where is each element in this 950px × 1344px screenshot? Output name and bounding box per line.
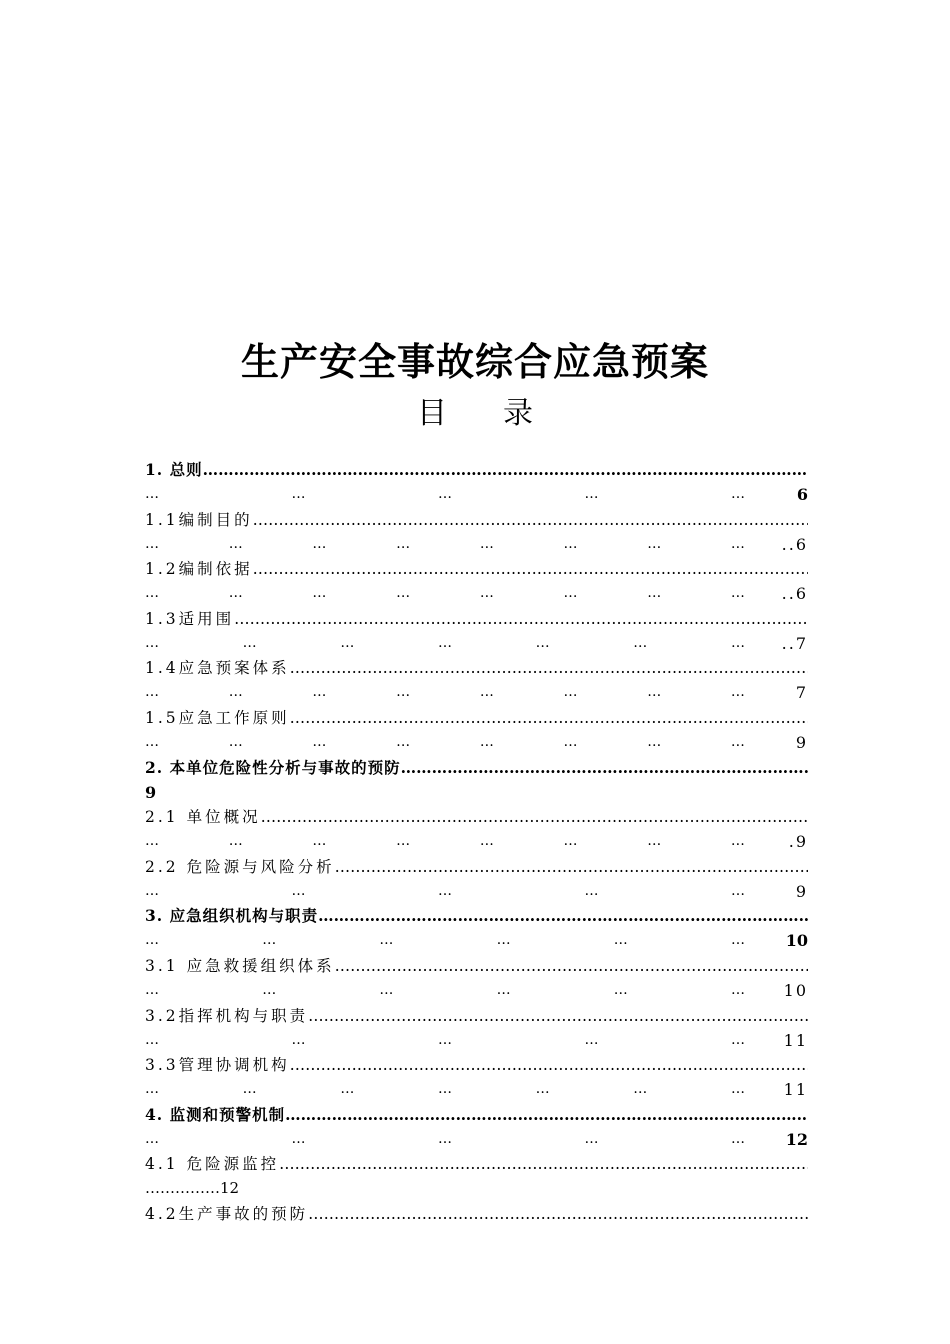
dot-leader-segment: …: [145, 882, 159, 899]
toc-entry-page-line: [145, 1176, 808, 1201]
toc-page-number: .9: [788, 832, 808, 852]
toc-dot-leader: [145, 829, 745, 854]
dot-leader-segment: …: [145, 634, 159, 651]
dot-leader-segment: …: [535, 634, 550, 651]
toc-page-number: ..6: [781, 534, 808, 554]
dot-leader-segment: …: [647, 684, 662, 701]
toc-entry-label: 4.2生产事故的预防: [145, 1204, 309, 1223]
dot-leader-segment: …: [242, 1081, 257, 1098]
dot-leader-segment: …: [535, 1081, 550, 1098]
toc-entry-heading-line: [145, 1202, 808, 1226]
toc-dot-leader: [145, 482, 745, 507]
toc-entry[interactable]: [145, 805, 808, 855]
toc-entry-heading-line: [145, 1004, 808, 1028]
toc-entry[interactable]: [145, 1103, 808, 1153]
dot-leader-segment: …: [312, 585, 327, 602]
toc-entry[interactable]: [145, 1202, 808, 1252]
toc-entry[interactable]: [145, 855, 808, 905]
toc-page-number: 6: [796, 485, 808, 504]
dot-leader-segment: …: [633, 634, 648, 651]
dot-leader-segment: …: [291, 1130, 306, 1147]
dot-leader-segment: …: [633, 1081, 648, 1098]
toc-entry-page-line: [145, 1077, 808, 1102]
dot-leader-segment: …: [228, 733, 243, 750]
toc-entry-page-line: [145, 1028, 808, 1053]
dot-leader-segment: …: [647, 833, 662, 850]
dot-leader-segment: …: [396, 833, 411, 850]
toc-entry-label: 2. 本单位危险性分析与事故的预防: [145, 757, 401, 777]
dot-leader-segment: …: [145, 1130, 159, 1147]
dot-leader-segment: …: [291, 882, 306, 899]
dot-leader-segment: …: [228, 585, 243, 602]
dot-leader-segment: …: [613, 932, 628, 949]
toc-page-number: 9: [795, 732, 808, 752]
dot-leader-segment: …: [145, 1081, 159, 1098]
dot-leader-segment: …: [479, 684, 494, 701]
toc-entry[interactable]: [145, 607, 808, 657]
toc-entry-heading-line: [145, 508, 808, 532]
dot-leader-segment: …: [438, 1031, 452, 1048]
dot-leader-segment: …: [291, 1031, 306, 1048]
toc-page-number: 12: [785, 1129, 808, 1149]
toc-page-number: 10: [783, 980, 808, 1000]
toc-entry[interactable]: [145, 1152, 808, 1202]
toc-dot-leader: [145, 879, 745, 904]
dot-leader-segment: …: [145, 981, 159, 998]
toc-entry-label: 1.4应急预案体系: [145, 659, 290, 678]
toc-dot-leader: [145, 1127, 745, 1152]
dot-leader-segment: …: [379, 932, 394, 949]
dot-leader-segment: …: [379, 981, 394, 998]
dot-leader-segment: …: [730, 585, 745, 602]
toc-entry[interactable]: [145, 557, 808, 607]
dot-leader-segment: …: [584, 882, 599, 899]
subtitle-part-1: 目: [417, 396, 447, 431]
toc-entry-page-line: [145, 829, 808, 854]
toc-entry-heading-line: [145, 458, 808, 482]
dot-leader-segment: …: [731, 1031, 745, 1048]
toc-entry-heading-line: [145, 855, 808, 879]
toc-entry-page-line: [145, 978, 808, 1003]
dot-leader-segment: …: [262, 981, 277, 998]
dot-leader-segment: …: [479, 535, 494, 552]
toc-entry-label: 2.2 危险源与风险分析: [145, 857, 335, 876]
toc-entry-label: 4. 监测和预警机制: [145, 1104, 286, 1124]
dot-leader-segment: …: [242, 634, 257, 651]
toc-entry[interactable]: [145, 756, 808, 806]
subtitle-part-2: 录: [503, 396, 533, 431]
toc-page-number: 11: [783, 1030, 808, 1050]
dot-leader-segment: …: [262, 932, 277, 949]
dot-leader-segment: …: [479, 733, 494, 750]
dot-leader-segment: …: [730, 634, 745, 651]
toc-entry-page-line: [145, 532, 808, 557]
toc-entry-heading-line: [145, 805, 808, 829]
dot-leader-segment: …: [647, 535, 662, 552]
dot-leader-segment: …: [437, 634, 452, 651]
dot-leader-segment: …: [438, 486, 452, 502]
dot-leader-segment: …: [563, 733, 578, 750]
toc-entry-heading-line: [145, 557, 808, 581]
toc-page-number: 9: [795, 881, 808, 901]
dot-leader-segment: …: [145, 1031, 159, 1048]
toc-dot-leader: [145, 532, 745, 557]
dot-leader-segment: …: [479, 585, 494, 602]
toc-dot-leader: [145, 1028, 745, 1053]
document-title: 生产安全事故综合应急预案: [240, 339, 709, 384]
dot-leader-segment: …: [563, 833, 578, 850]
toc-entry-label: 2.1 单位概况: [145, 808, 261, 827]
toc-entry-label: 1.2编制依据: [145, 560, 253, 579]
dot-leader-segment: …: [145, 684, 159, 701]
toc-entry-label: 4.1 危险源监控: [145, 1155, 280, 1174]
dot-leader-segment: …: [496, 981, 511, 998]
dot-leader-segment: …: [145, 535, 159, 552]
toc-dot-leader: [145, 581, 745, 606]
toc-entry[interactable]: [145, 508, 808, 558]
toc-dot-leader: [145, 631, 745, 656]
toc-entry-page-line: [145, 680, 808, 705]
toc-entry-page-line: [145, 631, 808, 656]
dot-leader-segment: …: [584, 486, 599, 502]
toc-dot-leader: [145, 978, 745, 1003]
dot-leader-segment: …: [312, 684, 327, 701]
toc-page-number: 9: [145, 782, 157, 802]
table-of-contents: [145, 458, 808, 1252]
toc-page-number: ……………12: [145, 1179, 240, 1198]
dot-leader-segment: …: [647, 733, 662, 750]
toc-entry-heading-line: [145, 607, 808, 631]
toc-entry-label: 1.1编制目的: [145, 510, 253, 529]
toc-entry-label: 1. 总则: [145, 460, 203, 479]
toc-entry-heading-line: [145, 954, 808, 978]
dot-leader-segment: …: [228, 684, 243, 701]
dot-leader-segment: …: [145, 733, 159, 750]
dot-leader-segment: …: [730, 1081, 745, 1098]
toc-entry-page-line: [145, 928, 808, 953]
dot-leader-segment: …: [145, 585, 159, 602]
toc-entry-page-line: [145, 780, 808, 805]
toc-entry[interactable]: [145, 458, 808, 508]
toc-entry-heading-line: [145, 904, 808, 928]
toc-entry-page-line: [145, 482, 808, 507]
document-subtitle: [0, 392, 950, 436]
dot-leader-segment: …: [730, 981, 745, 998]
toc-entry-label: 3. 应急组织机构与职责: [145, 906, 319, 926]
dot-leader-segment: …: [145, 486, 159, 502]
dot-leader-segment: …: [340, 634, 355, 651]
dot-leader-segment: …: [312, 833, 327, 850]
dot-leader-segment: …: [228, 535, 243, 552]
dot-leader-segment: …: [563, 585, 578, 602]
toc-entry[interactable]: [145, 1004, 808, 1054]
toc-entry-label: 3.3管理协调机构: [145, 1056, 290, 1075]
dot-leader-segment: …: [731, 1130, 745, 1147]
toc-entry-heading-line: [145, 1103, 808, 1127]
dot-leader-segment: …: [730, 535, 745, 552]
toc-entry[interactable]: [145, 904, 808, 954]
toc-entry-page-line: [145, 581, 808, 606]
toc-page-number: ..7: [781, 633, 808, 653]
toc-entry-page-line: [145, 879, 808, 904]
toc-entry[interactable]: [145, 656, 808, 706]
dot-leader-segment: …: [228, 833, 243, 850]
toc-entry-heading-line: [145, 706, 808, 730]
dot-leader-segment: …: [496, 932, 511, 949]
toc-entry[interactable]: [145, 954, 808, 1004]
toc-entry-heading-line: [145, 656, 808, 680]
dot-leader-segment: …: [584, 1130, 599, 1147]
toc-dot-leader: [145, 680, 745, 705]
dot-leader-segment: …: [145, 932, 159, 949]
dot-leader-segment: …: [731, 882, 745, 899]
toc-entry-page-line: [145, 1127, 808, 1152]
dot-leader-segment: …: [563, 684, 578, 701]
toc-page-number: 7: [795, 683, 808, 703]
toc-entry-page-line: [145, 730, 808, 755]
toc-page-number: 11: [783, 1080, 808, 1100]
toc-page-number: 10: [785, 931, 808, 951]
dot-leader-segment: …: [479, 833, 494, 850]
dot-leader-segment: …: [396, 733, 411, 750]
dot-leader-segment: …: [396, 585, 411, 602]
toc-entry-heading-line: [145, 1152, 808, 1176]
dot-leader-segment: …: [438, 882, 452, 899]
toc-entry-label: 3.1 应急救援组织体系: [145, 956, 335, 975]
toc-entry[interactable]: [145, 706, 808, 756]
dot-leader-segment: …: [730, 932, 745, 949]
dot-leader-segment: …: [291, 486, 306, 502]
toc-entry-heading-line: [145, 1053, 808, 1077]
toc-entry-label: 1.3适用围: [145, 609, 235, 628]
dot-leader-segment: …: [145, 833, 159, 850]
dot-leader-segment: …: [438, 1130, 452, 1147]
toc-entry-label: 3.2指挥机构与职责: [145, 1006, 309, 1025]
dot-leader-segment: …: [396, 684, 411, 701]
dot-leader-segment: …: [340, 1081, 355, 1098]
toc-dot-leader: [145, 928, 745, 953]
dot-leader-segment: …: [396, 535, 411, 552]
dot-leader-segment: …: [647, 585, 662, 602]
dot-leader-segment: …: [437, 1081, 452, 1098]
toc-entry-heading-line: [145, 756, 808, 780]
toc-dot-leader: [145, 1077, 745, 1102]
toc-page-number: ..6: [781, 584, 808, 604]
dot-leader-segment: …: [731, 486, 745, 502]
dot-leader-segment: …: [584, 1031, 599, 1048]
toc-dot-leader: [145, 730, 745, 755]
dot-leader-segment: …: [312, 535, 327, 552]
toc-entry-label: 1.5应急工作原则: [145, 708, 290, 727]
dot-leader-segment: …: [730, 733, 745, 750]
dot-leader-segment: …: [730, 684, 745, 701]
dot-leader-segment: …: [730, 833, 745, 850]
dot-leader-segment: …: [563, 535, 578, 552]
toc-entry[interactable]: [145, 1053, 808, 1103]
dot-leader-segment: …: [312, 733, 327, 750]
dot-leader-segment: …: [613, 981, 628, 998]
